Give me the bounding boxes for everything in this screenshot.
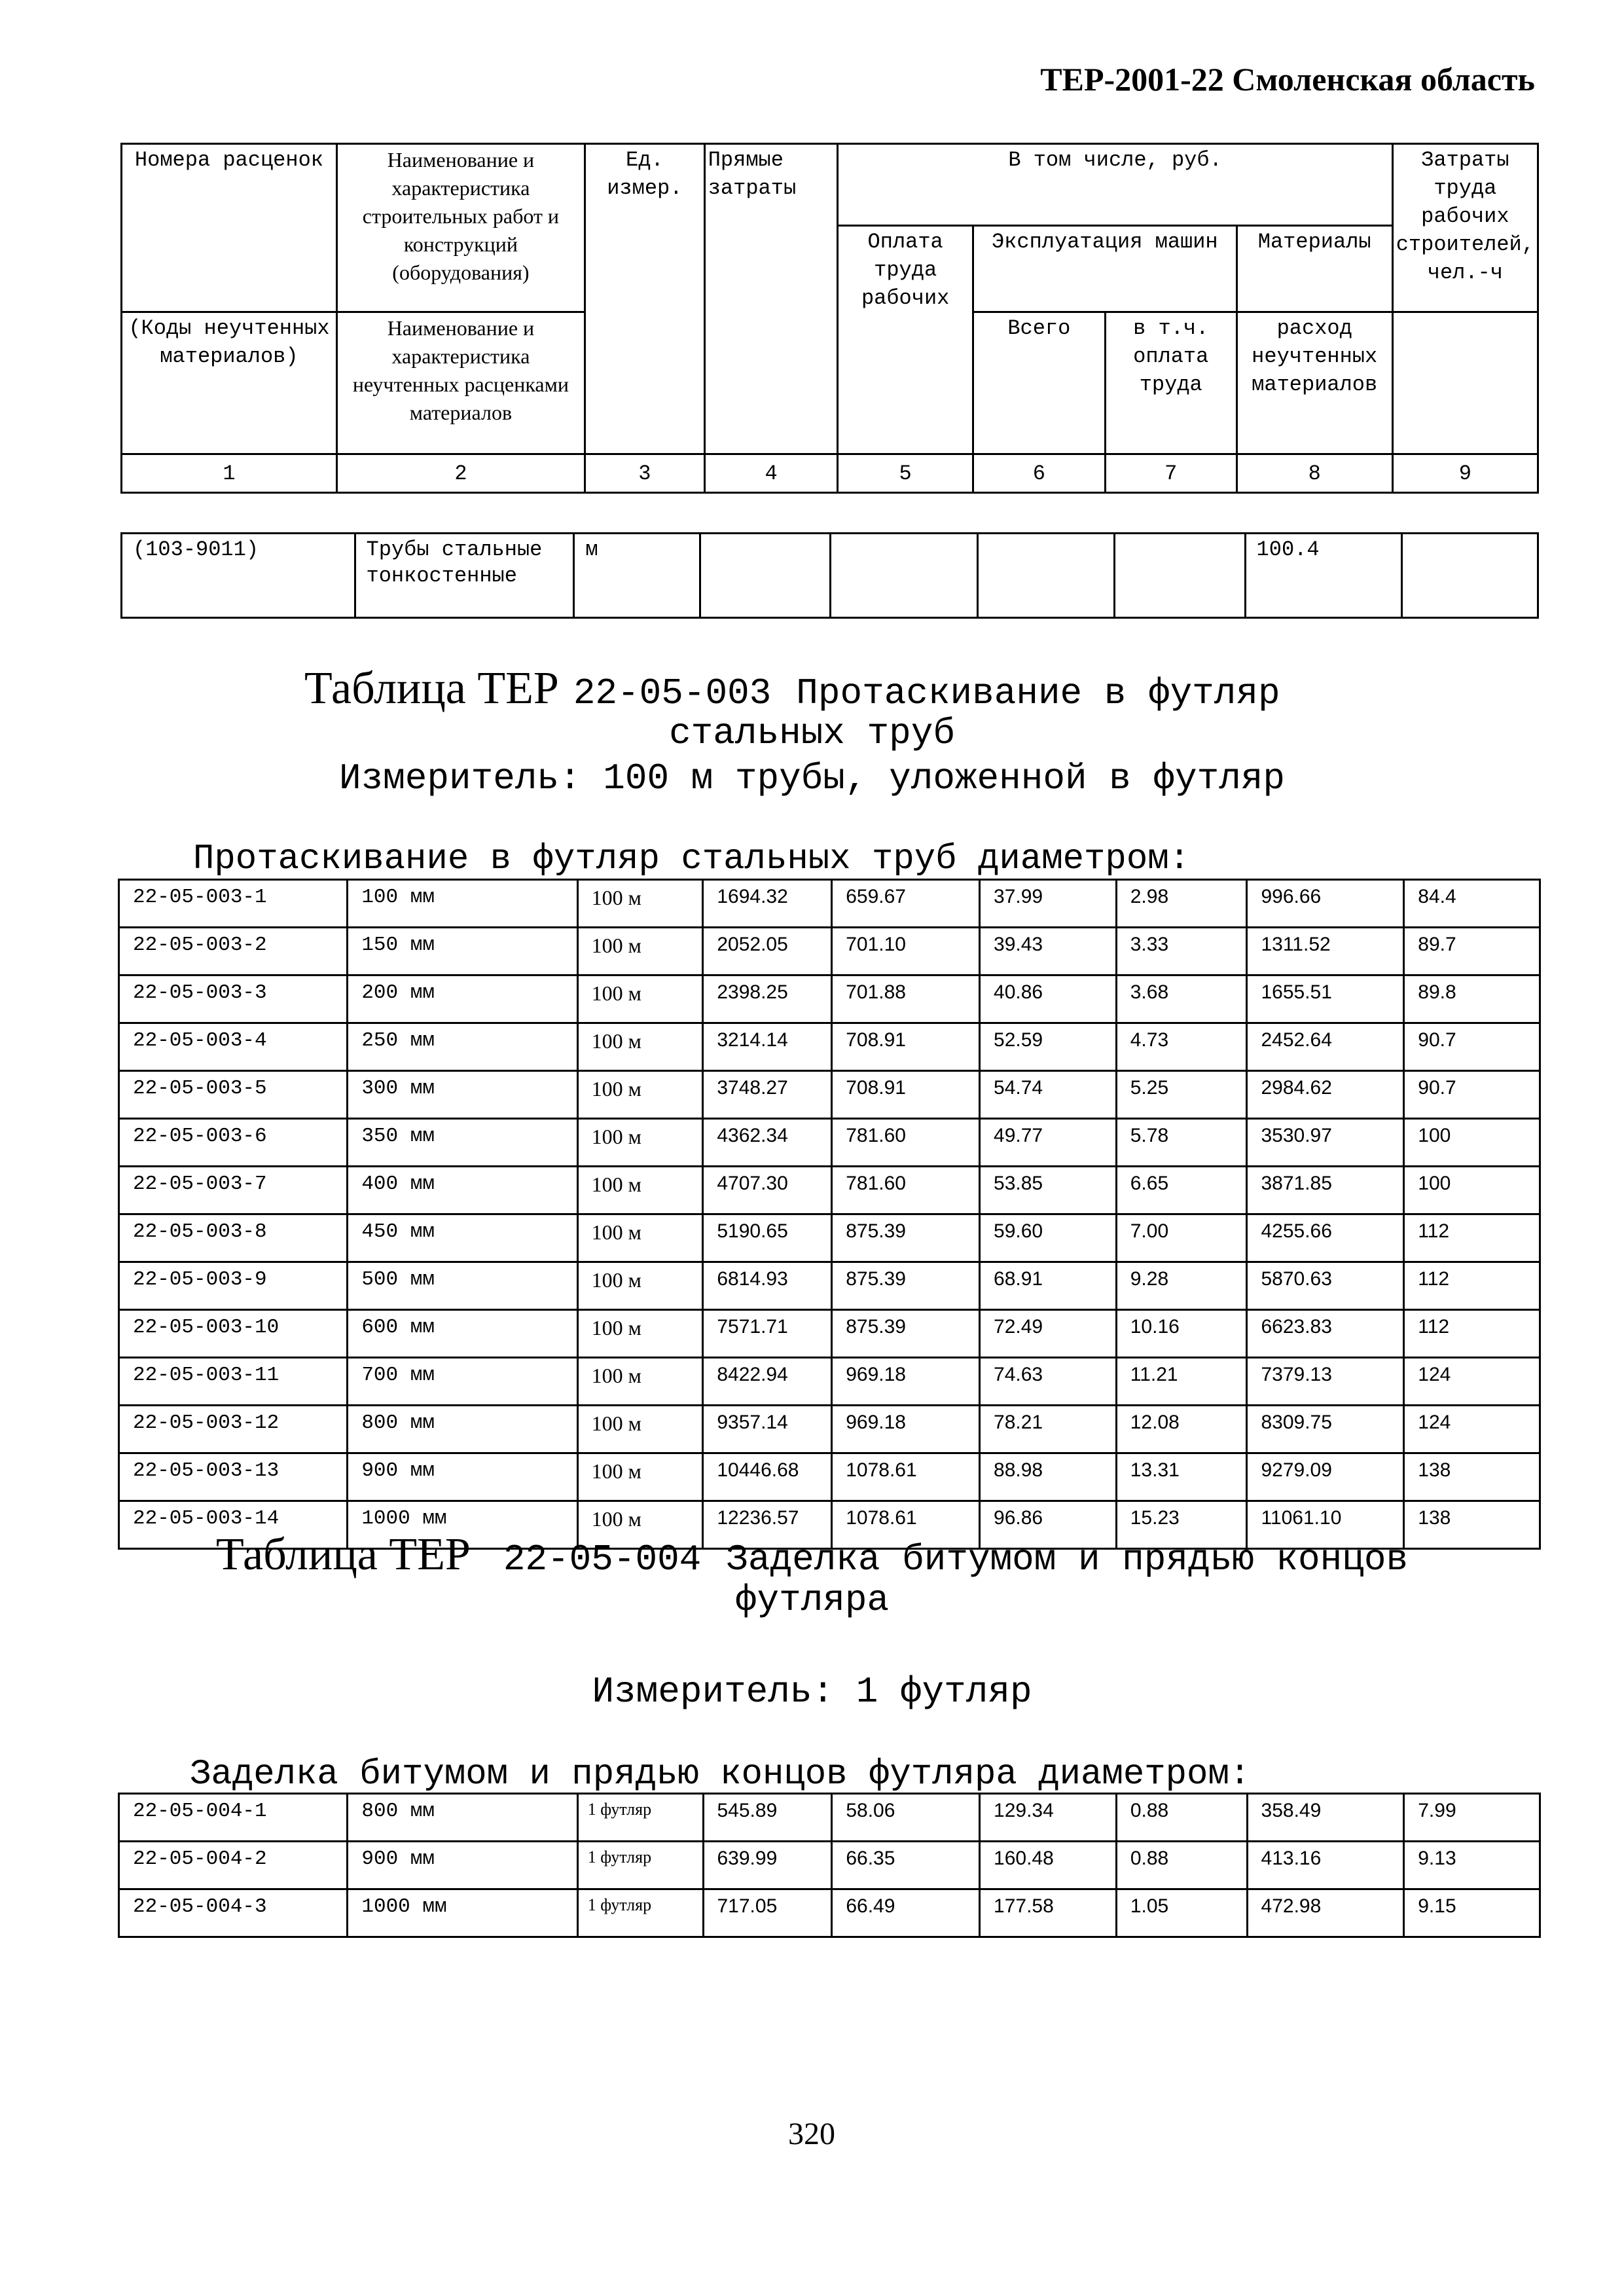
- table-row: [119, 1023, 1540, 1071]
- cell-labor-hours: 112: [1404, 1262, 1540, 1310]
- cell-machines-total: 39.43: [980, 928, 1117, 975]
- cell-direct-costs: 5190.65: [703, 1214, 832, 1262]
- table-row: [119, 1310, 1540, 1358]
- cell-machines-total: 96.86: [980, 1501, 1117, 1549]
- cell-diameter: 1000 мм: [348, 1501, 577, 1549]
- cell-worker-pay: 66.35: [832, 1842, 980, 1889]
- cell-unit: 100 м: [577, 1501, 703, 1549]
- table1: [118, 879, 1541, 1550]
- cell-labor-hours: 124: [1404, 1406, 1540, 1453]
- cell-diameter: 300 мм: [348, 1071, 577, 1119]
- cell-unit: 100 м: [577, 1119, 703, 1167]
- cell-unit: 100 м: [577, 1358, 703, 1406]
- table1-title-prefix: Таблица ТЕР: [304, 663, 559, 714]
- table1-subtitle: Протаскивание в футляр стальных труб диаметром:: [193, 839, 1191, 879]
- cell-machines-pay: 13.31: [1116, 1453, 1247, 1501]
- material-row: [122, 534, 1538, 618]
- cell-unit: 1 футляр: [577, 1794, 703, 1842]
- cell-labor-hours: 89.7: [1404, 928, 1540, 975]
- cell-diameter: 250 мм: [348, 1023, 577, 1071]
- cell-diameter: 1000 мм: [348, 1889, 577, 1937]
- cell-materials: 6623.83: [1247, 1310, 1404, 1358]
- cell-rate-code: 22-05-003-6: [119, 1119, 348, 1167]
- cell-rate-code: 22-05-003-5: [119, 1071, 348, 1119]
- col-number: 6: [973, 454, 1105, 493]
- cell-materials: 1311.52: [1247, 928, 1404, 975]
- cell-worker-pay: 875.39: [832, 1262, 980, 1310]
- table2-title-line2: футляра: [734, 1579, 890, 1621]
- page-number: 320: [788, 2117, 835, 2151]
- table-row: [119, 1889, 1540, 1937]
- cell-unit: 100 м: [577, 1167, 703, 1214]
- cell-rate-code: 22-05-003-8: [119, 1214, 348, 1262]
- cell-machines-total: 177.58: [980, 1889, 1117, 1937]
- cell-machines-total: 52.59: [980, 1023, 1117, 1071]
- col-number: 5: [838, 454, 973, 493]
- cell-materials: 413.16: [1247, 1842, 1404, 1889]
- table2: [118, 1793, 1541, 1938]
- header-including: В том числе, руб.: [838, 144, 1392, 226]
- cell-rate-code: 22-05-003-1: [119, 880, 348, 928]
- cell-labor-hours: 90.7: [1404, 1023, 1540, 1071]
- cell-diameter: 800 мм: [348, 1406, 577, 1453]
- header-material-names: Наименование и характеристика неучтенных расценками материалов: [336, 312, 585, 454]
- cell-worker-pay: 875.39: [832, 1214, 980, 1262]
- cell-unit: 100 м: [577, 880, 703, 928]
- header-machines: Эксплуатация машин: [973, 226, 1236, 312]
- cell-direct-costs: 12236.57: [703, 1501, 832, 1549]
- unaccounted-material-table: [120, 532, 1539, 619]
- table1-measure: Измеритель: 100 м трубы, уложенной в футляр: [338, 757, 1286, 799]
- cell-worker-pay: 875.39: [832, 1310, 980, 1358]
- cell-worker-pay: 701.10: [832, 928, 980, 975]
- table-row: [119, 928, 1540, 975]
- cell-machines-total: 59.60: [980, 1214, 1117, 1262]
- cell-materials: 2452.64: [1247, 1023, 1404, 1071]
- cell-direct-costs: 3214.14: [703, 1023, 832, 1071]
- cell-rate-code: 22-05-003-3: [119, 975, 348, 1023]
- cell-diameter: 150 мм: [348, 928, 577, 975]
- table-row: [119, 1071, 1540, 1119]
- table-row: [119, 1358, 1540, 1406]
- cell-labor-hours: 7.99: [1404, 1794, 1540, 1842]
- cell-worker-pay: 708.91: [832, 1023, 980, 1071]
- cell-machines-pay: 5.78: [1116, 1119, 1247, 1167]
- cell-machines-pay: 3.68: [1116, 975, 1247, 1023]
- table2-title-text: Заделка битумом и прядью концов: [726, 1539, 1409, 1580]
- col-number: 9: [1392, 454, 1538, 493]
- cell-materials: 3871.85: [1247, 1167, 1404, 1214]
- cell-materials: 472.98: [1247, 1889, 1404, 1937]
- header-labor-costs: Затраты труда рабочих строителей, чел.-ч: [1392, 144, 1538, 312]
- cell-machines-total: 129.34: [980, 1794, 1117, 1842]
- cell-unit: 100 м: [577, 1071, 703, 1119]
- cell-labor-hours: 112: [1404, 1214, 1540, 1262]
- cell-worker-pay: 701.88: [832, 975, 980, 1023]
- cell-machines-total: 68.91: [980, 1262, 1117, 1310]
- cell-rate-code: 22-05-003-12: [119, 1406, 348, 1453]
- header-materials: Материалы: [1236, 226, 1392, 312]
- cell-labor-hours: 90.7: [1404, 1071, 1540, 1119]
- cell-direct-costs: 2398.25: [703, 975, 832, 1023]
- cell-worker-pay: 969.18: [832, 1406, 980, 1453]
- cell-materials: 996.66: [1247, 880, 1404, 928]
- material-amount: 100.4: [1245, 534, 1402, 618]
- cell-materials: 7379.13: [1247, 1358, 1404, 1406]
- material-code: (103-9011): [122, 534, 355, 618]
- col-number: 3: [585, 454, 704, 493]
- cell-machines-total: 40.86: [980, 975, 1117, 1023]
- cell-direct-costs: 7571.71: [703, 1310, 832, 1358]
- table2-title-code: 22-05-004: [503, 1539, 702, 1580]
- header-direct-costs: Прямые затраты: [704, 144, 838, 454]
- cell-machines-total: 53.85: [980, 1167, 1117, 1214]
- cell-direct-costs: 4362.34: [703, 1119, 832, 1167]
- cell-worker-pay: 659.67: [832, 880, 980, 928]
- cell-diameter: 350 мм: [348, 1119, 577, 1167]
- cell-machines-total: 37.99: [980, 880, 1117, 928]
- cell-materials: 4255.66: [1247, 1214, 1404, 1262]
- cell-materials: 1655.51: [1247, 975, 1404, 1023]
- cell-machines-pay: 1.05: [1116, 1889, 1247, 1937]
- cell-machines-total: 54.74: [980, 1071, 1117, 1119]
- cell-machines-pay: 2.98: [1116, 880, 1247, 928]
- cell-worker-pay: 1078.61: [832, 1501, 980, 1549]
- cell-machines-pay: 11.21: [1116, 1358, 1247, 1406]
- table2-title-prefix: Таблица ТЕР: [216, 1529, 471, 1580]
- cell-diameter: 800 мм: [348, 1794, 577, 1842]
- cell-worker-pay: 66.49: [832, 1889, 980, 1937]
- col-number: 7: [1105, 454, 1236, 493]
- table1-title: [304, 663, 1280, 715]
- table2-title: [216, 1529, 1408, 1581]
- cell-materials: 9279.09: [1247, 1453, 1404, 1501]
- cell-direct-costs: 8422.94: [703, 1358, 832, 1406]
- page-header: ТЕР-2001-22 Смоленская область: [1040, 61, 1535, 98]
- table-row: [119, 1214, 1540, 1262]
- cell-rate-code: 22-05-003-9: [119, 1262, 348, 1310]
- cell-direct-costs: 545.89: [703, 1794, 832, 1842]
- cell-worker-pay: 969.18: [832, 1358, 980, 1406]
- cell-labor-hours: 9.15: [1404, 1889, 1540, 1937]
- col-number: 4: [704, 454, 838, 493]
- col-number: 2: [336, 454, 585, 493]
- table-row: [119, 975, 1540, 1023]
- cell-unit: 100 м: [577, 1310, 703, 1358]
- cell-diameter: 200 мм: [348, 975, 577, 1023]
- header-material-codes: (Коды неучтенных материалов): [122, 312, 337, 454]
- cell-materials: 3530.97: [1247, 1119, 1404, 1167]
- cell-materials: 11061.10: [1247, 1501, 1404, 1549]
- cell-machines-pay: 12.08: [1116, 1406, 1247, 1453]
- table-row: [119, 1406, 1540, 1453]
- table-row: [119, 880, 1540, 928]
- cell-machines-pay: 15.23: [1116, 1501, 1247, 1549]
- cell-machines-total: 78.21: [980, 1406, 1117, 1453]
- cell-diameter: 500 мм: [348, 1262, 577, 1310]
- cell-unit: 100 м: [577, 928, 703, 975]
- cell-rate-code: 22-05-003-4: [119, 1023, 348, 1071]
- header-machines-pay: в т.ч. оплата труда: [1105, 312, 1236, 454]
- col-number: 1: [122, 454, 337, 493]
- header-rate-numbers: Номера расценок: [122, 144, 337, 312]
- cell-diameter: 900 мм: [348, 1453, 577, 1501]
- header-table: [120, 143, 1539, 494]
- cell-rate-code: 22-05-004-3: [119, 1889, 348, 1937]
- cell-rate-code: 22-05-003-11: [119, 1358, 348, 1406]
- cell-unit: 100 м: [577, 1023, 703, 1071]
- header-work-name: Наименование и характеристика строительных работ и конструкций (оборудования): [336, 144, 585, 312]
- cell-machines-pay: 9.28: [1116, 1262, 1247, 1310]
- cell-materials: 5870.63: [1247, 1262, 1404, 1310]
- cell-worker-pay: 1078.61: [832, 1453, 980, 1501]
- cell-rate-code: 22-05-004-1: [119, 1794, 348, 1842]
- cell-labor-hours: 100: [1404, 1119, 1540, 1167]
- cell-machines-pay: 0.88: [1116, 1842, 1247, 1889]
- cell-labor-hours: 112: [1404, 1310, 1540, 1358]
- cell-materials: 358.49: [1247, 1794, 1404, 1842]
- material-unit: м: [574, 534, 700, 618]
- cell-diameter: 900 мм: [348, 1842, 577, 1889]
- cell-direct-costs: 4707.30: [703, 1167, 832, 1214]
- cell-machines-pay: 3.33: [1116, 928, 1247, 975]
- cell-unit: 100 м: [577, 1214, 703, 1262]
- cell-worker-pay: 708.91: [832, 1071, 980, 1119]
- cell-rate-code: 22-05-004-2: [119, 1842, 348, 1889]
- header-machines-total: Всего: [973, 312, 1105, 454]
- cell-diameter: 700 мм: [348, 1358, 577, 1406]
- cell-materials: 8309.75: [1247, 1406, 1404, 1453]
- header-material-consumption: расход неучтенных материалов: [1236, 312, 1392, 454]
- header-unit: Ед. измер.: [585, 144, 704, 454]
- cell-machines-total: 72.49: [980, 1310, 1117, 1358]
- cell-direct-costs: 9357.14: [703, 1406, 832, 1453]
- cell-direct-costs: 10446.68: [703, 1453, 832, 1501]
- cell-direct-costs: 717.05: [703, 1889, 832, 1937]
- cell-rate-code: 22-05-003-13: [119, 1453, 348, 1501]
- cell-unit: 100 м: [577, 1406, 703, 1453]
- table-row: [119, 1842, 1540, 1889]
- cell-unit: 1 футляр: [577, 1842, 703, 1889]
- cell-unit: 100 м: [577, 1453, 703, 1501]
- cell-labor-hours: 138: [1404, 1453, 1540, 1501]
- cell-labor-hours: 124: [1404, 1358, 1540, 1406]
- table-row: [119, 1453, 1540, 1501]
- cell-diameter: 450 мм: [348, 1214, 577, 1262]
- table1-title-line2: стальных труб: [669, 712, 955, 754]
- cell-materials: 2984.62: [1247, 1071, 1404, 1119]
- cell-worker-pay: 781.60: [832, 1119, 980, 1167]
- table2-subtitle: Заделка битумом и прядью концов футляра диаметром:: [190, 1755, 1251, 1795]
- col-number: 8: [1236, 454, 1392, 493]
- cell-diameter: 600 мм: [348, 1310, 577, 1358]
- table1-title-code: 22-05-003: [573, 672, 772, 714]
- cell-diameter: 100 мм: [348, 880, 577, 928]
- cell-direct-costs: 639.99: [703, 1842, 832, 1889]
- cell-direct-costs: 6814.93: [703, 1262, 832, 1310]
- table1-title-text: Протаскивание в футляр: [796, 672, 1280, 714]
- cell-worker-pay: 781.60: [832, 1167, 980, 1214]
- cell-direct-costs: 1694.32: [703, 880, 832, 928]
- cell-machines-pay: 6.65: [1116, 1167, 1247, 1214]
- cell-unit: 1 футляр: [577, 1889, 703, 1937]
- cell-rate-code: 22-05-003-2: [119, 928, 348, 975]
- cell-machines-pay: 4.73: [1116, 1023, 1247, 1071]
- cell-labor-hours: 9.13: [1404, 1842, 1540, 1889]
- header-empty: [1392, 312, 1538, 454]
- cell-machines-total: 88.98: [980, 1453, 1117, 1501]
- cell-rate-code: 22-05-003-7: [119, 1167, 348, 1214]
- cell-machines-pay: 7.00: [1116, 1214, 1247, 1262]
- table-row: [119, 1167, 1540, 1214]
- cell-machines-pay: 5.25: [1116, 1071, 1247, 1119]
- table-row: [119, 1794, 1540, 1842]
- cell-rate-code: 22-05-003-14: [119, 1501, 348, 1549]
- cell-machines-total: 74.63: [980, 1358, 1117, 1406]
- cell-labor-hours: 89.8: [1404, 975, 1540, 1023]
- table2-measure: Измеритель: 1 футляр: [592, 1671, 1032, 1713]
- cell-direct-costs: 3748.27: [703, 1071, 832, 1119]
- cell-machines-pay: 10.16: [1116, 1310, 1247, 1358]
- cell-labor-hours: 138: [1404, 1501, 1540, 1549]
- table-row: [119, 1119, 1540, 1167]
- header-worker-pay: Оплата труда рабочих: [838, 226, 973, 454]
- material-name: Трубы стальные тонкостенные: [355, 534, 574, 618]
- cell-machines-total: 49.77: [980, 1119, 1117, 1167]
- cell-worker-pay: 58.06: [832, 1794, 980, 1842]
- cell-unit: 100 м: [577, 975, 703, 1023]
- cell-diameter: 400 мм: [348, 1167, 577, 1214]
- cell-labor-hours: 100: [1404, 1167, 1540, 1214]
- cell-unit: 100 м: [577, 1262, 703, 1310]
- cell-machines-total: 160.48: [980, 1842, 1117, 1889]
- cell-rate-code: 22-05-003-10: [119, 1310, 348, 1358]
- cell-labor-hours: 84.4: [1404, 880, 1540, 928]
- cell-direct-costs: 2052.05: [703, 928, 832, 975]
- cell-machines-pay: 0.88: [1116, 1794, 1247, 1842]
- table-row: [119, 1262, 1540, 1310]
